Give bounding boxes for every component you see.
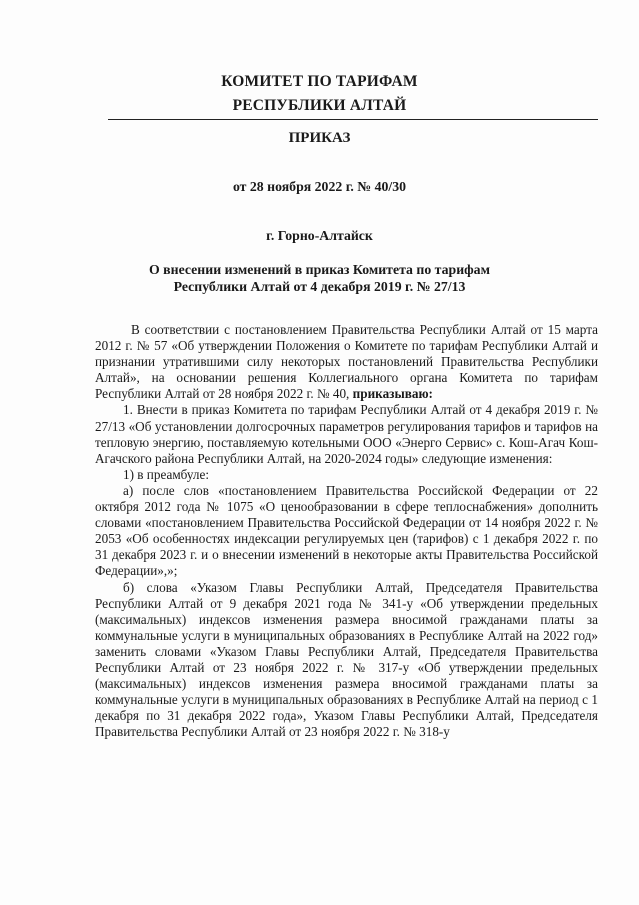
paragraph-subitem-a: а) после слов «постановлением Правительства Российской Федерации от 22 октября 2012 года № 1075 «О ценообразовании в сфере теплоснабжения» дополнить словами «постановлением Правительства Российской Федерации от 14 ноября 2022 г. № 2053 «Об особенностях индексации регулируемых цен (тарифов) с 1 декабря 2022 г. по 31 декабря 2023 г. и о внесении изменений в некоторые акты Правительства Российской Федерации»,»; <box>95 482 598 579</box>
paragraph-item-1: 1. Внести в приказ Комитета по тарифам Республики Алтай от 4 декабря 2019 г. № 27/13 «Об установлении долгосрочных параметров регулирования тарифов и тарифов на тепловую энергию, поставляемую котельными ООО «Энерго Сервис» с. Кош-Агач Кош-Агачского района Республики Алтай, на 2020-2024 годы» следующие изменения: <box>95 402 598 466</box>
paragraph-preamble <box>95 322 598 402</box>
header-rule <box>108 119 598 120</box>
paragraph-subitem-b: б) слова «Указом Главы Республики Алтай, Председателя Правительства Республики Алтай от 9 декабря 2021 года № 341-у «Об утверждении предельных (максимальных) индексов изменения размера вносимой гражданами платы за коммунальные услуги в муниципальных образованиях в Республике Алтай на 2022 год» заменить словами «Указом Главы Республики Алтай, Председателя Правительства Республики Алтай от 23 ноября 2022 г. № 317-у «Об утверждении предельных (максимальных) индексов изменения размера вносимой гражданами платы за коммунальные услуги в муниципальных образованиях в Республике Алтай на период с 1 декабря по 31 декабря 2022 года», Указом Главы Республики Алтай, Председателя Правительства Республики Алтай от 23 ноября 2022 г. № 318-у <box>95 579 598 740</box>
paragraph-subitem-1: 1) в преамбуле: <box>123 466 209 482</box>
committee-name-line1: КОМИТЕТ ПО ТАРИФАМ <box>221 73 418 90</box>
document-body <box>95 322 598 740</box>
preamble-text: В соответствии с постановлением Правительства Республики Алтай от 15 марта 2012 г. № 57 «Об утверждении Положения о Комитете по тарифам Республики Алтай и признании утратившими силу некоторых постановлений Правительства Республики Алтай», на основании решения Коллегиального органа Комитета по тарифам Республики Алтай от 28 ноября 2022 г. № 40, <box>95 322 598 402</box>
document-type: ПРИКАЗ <box>288 130 351 146</box>
subject-line1: О внесении изменений в приказ Комитета по тарифам <box>149 262 490 277</box>
document-date-number: от 28 ноября 2022 г. № 40/30 <box>232 179 407 194</box>
preamble-order-word: приказываю: <box>352 386 433 402</box>
committee-name-line2: РЕСПУБЛИКИ АЛТАЙ <box>232 97 407 114</box>
document-city: г. Горно-Алтайск <box>266 228 373 243</box>
subject-line2: Республики Алтай от 4 декабря 2019 г. № 27/13 <box>173 279 466 294</box>
